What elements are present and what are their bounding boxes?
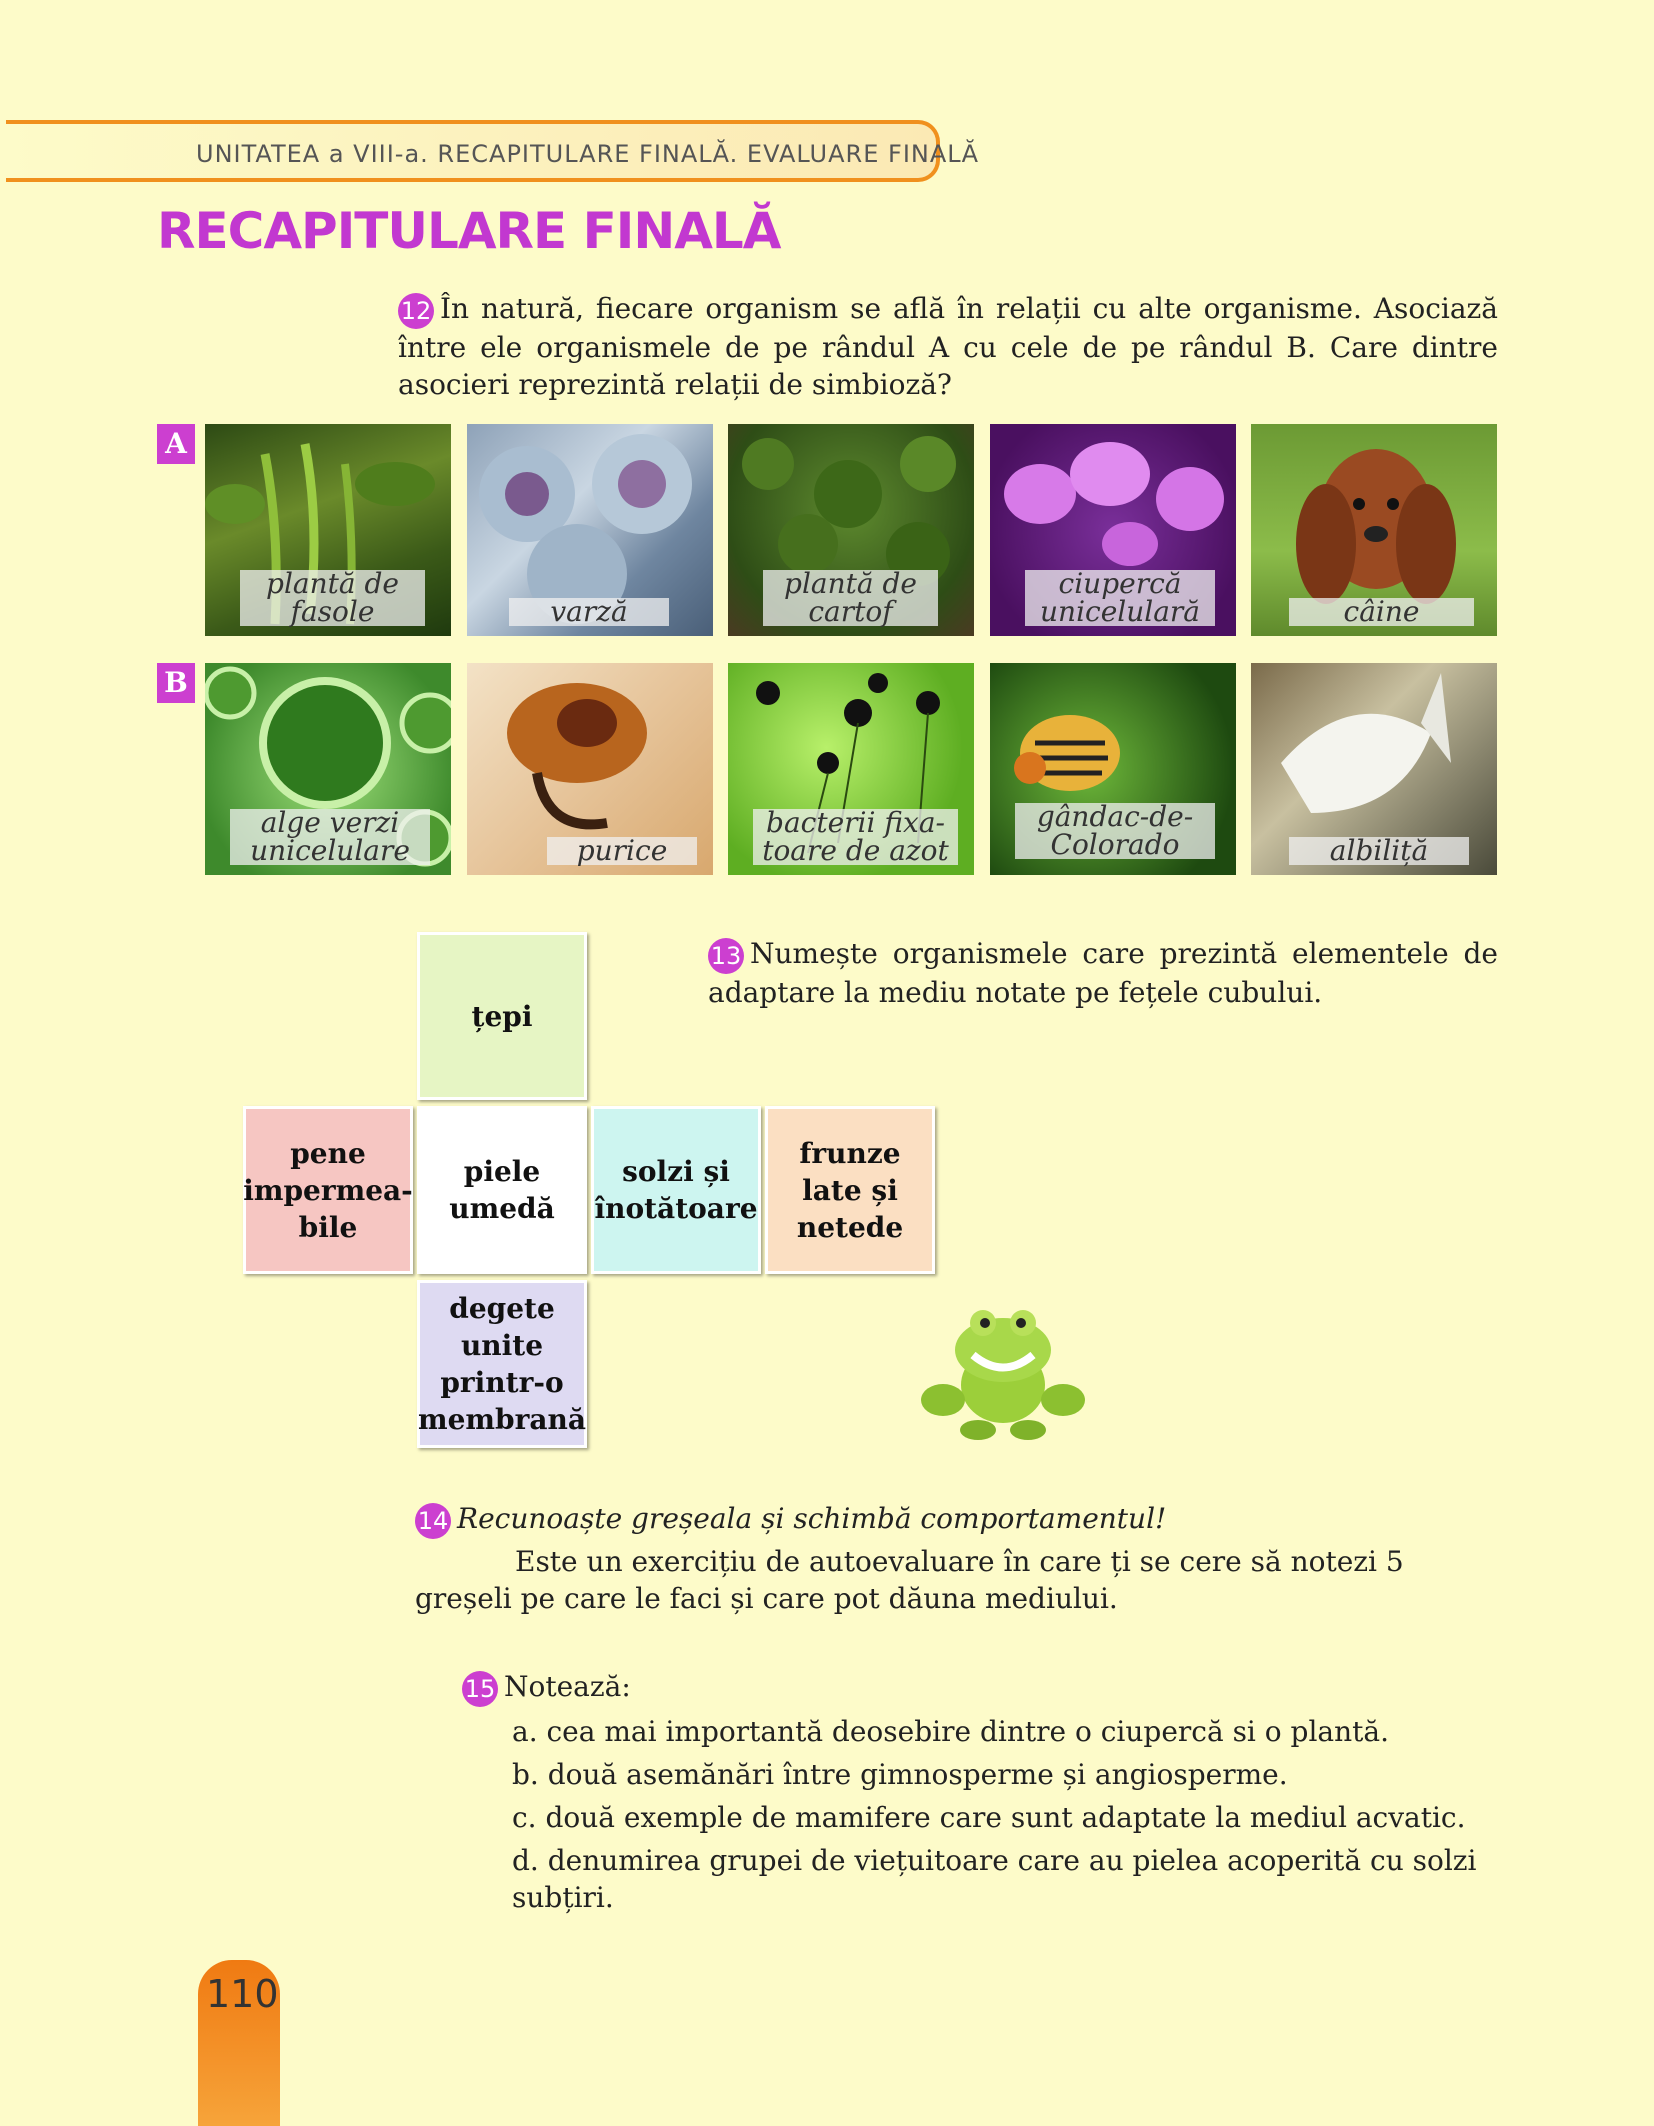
cube-face-far-right: frunze late și netede	[765, 1106, 935, 1274]
page-number: 110	[206, 1972, 279, 2016]
list-item: a. cea mai importantă deosebire dintre o ciupercă si o plantă.	[512, 1714, 1389, 1748]
exercise-title: Recunoaște greșeala și schimbă comportamentul!	[457, 1502, 1167, 1535]
potato-plant-photo	[728, 424, 974, 636]
cube-face-right: solzi și înotătoare	[591, 1106, 761, 1274]
photo-caption: alge verzi unicelulare	[230, 809, 430, 865]
photo-caption: plantă de cartof	[763, 570, 938, 626]
exercise-text: Numește organismele care prezintă elementele de adaptare la mediu notate pe fețele cubului.	[708, 937, 1498, 1009]
list-item: d. denumirea grupei de viețuitoare care au pielea acoperită cu solzi subțiri.	[512, 1843, 1477, 1914]
cube-face-top: țepi	[417, 932, 587, 1100]
exercise-number: 13	[708, 938, 744, 974]
photo-caption: câine	[1289, 598, 1474, 626]
cube-face-center: piele umedă	[417, 1106, 587, 1274]
beetle-photo	[990, 663, 1236, 875]
butterfly-photo	[1251, 663, 1497, 875]
row-label-b: B	[157, 663, 195, 703]
photo-caption: albiliță	[1289, 837, 1469, 865]
frog-illustration-icon	[918, 1305, 1088, 1445]
photo-caption: plantă de fasole	[240, 570, 425, 626]
cube-face-bottom: degete unite printr-o membrană	[417, 1280, 587, 1448]
bacteria-photo	[728, 663, 974, 875]
page-number-tab	[198, 1960, 280, 2126]
bean-plant-photo	[205, 424, 451, 636]
exercise-12	[398, 290, 1498, 403]
list-item: c. două exemple de mamifere care sunt adaptate la mediul acvatic.	[512, 1800, 1466, 1834]
row-label-a: A	[157, 424, 195, 464]
exercise-number: 14	[415, 1503, 451, 1539]
exercise-title: Notează:	[504, 1670, 631, 1703]
exercise-14	[415, 1500, 1500, 1617]
exercise-13	[708, 935, 1498, 1011]
exercise-15	[462, 1668, 1502, 1916]
photo-caption: gândac-de-Colorado	[1015, 803, 1215, 859]
exercise-text: În natură, fiecare organism se află în relații cu alte organisme. Asociază între ele organismele de pe rândul A cu cele de pe rândul B. Care dintre asocieri reprezintă relații de simbioză?	[398, 292, 1498, 401]
flea-photo	[467, 663, 713, 875]
cube-face-left: pene impermea-bile	[243, 1106, 413, 1274]
photo-caption: bacterii fixa-toare de azot	[753, 809, 958, 865]
algae-photo	[205, 663, 451, 875]
exercise-number: 12	[398, 293, 434, 329]
exercise-text: Este un exercițiu de autoevaluare în care ți se cere să notezi 5 greșeli pe care le faci și care pot dăuna mediului.	[415, 1544, 1404, 1615]
exercise-number: 15	[462, 1671, 498, 1707]
photo-caption: varză	[509, 598, 669, 626]
unit-header: UNITATEA a VIII-a. RECAPITULARE FINALĂ. EVALUARE FINALĂ	[196, 140, 980, 168]
photo-caption: ciupercă unicelulară	[1025, 570, 1215, 626]
page-title: RECAPITULARE FINALĂ	[157, 202, 781, 260]
photo-caption: purice	[547, 837, 697, 865]
yeast-photo	[990, 424, 1236, 636]
cabbage-photo	[467, 424, 713, 636]
dog-photo	[1251, 424, 1497, 636]
list-item: b. două asemănări între gimnosperme și angiosperme.	[512, 1757, 1288, 1791]
